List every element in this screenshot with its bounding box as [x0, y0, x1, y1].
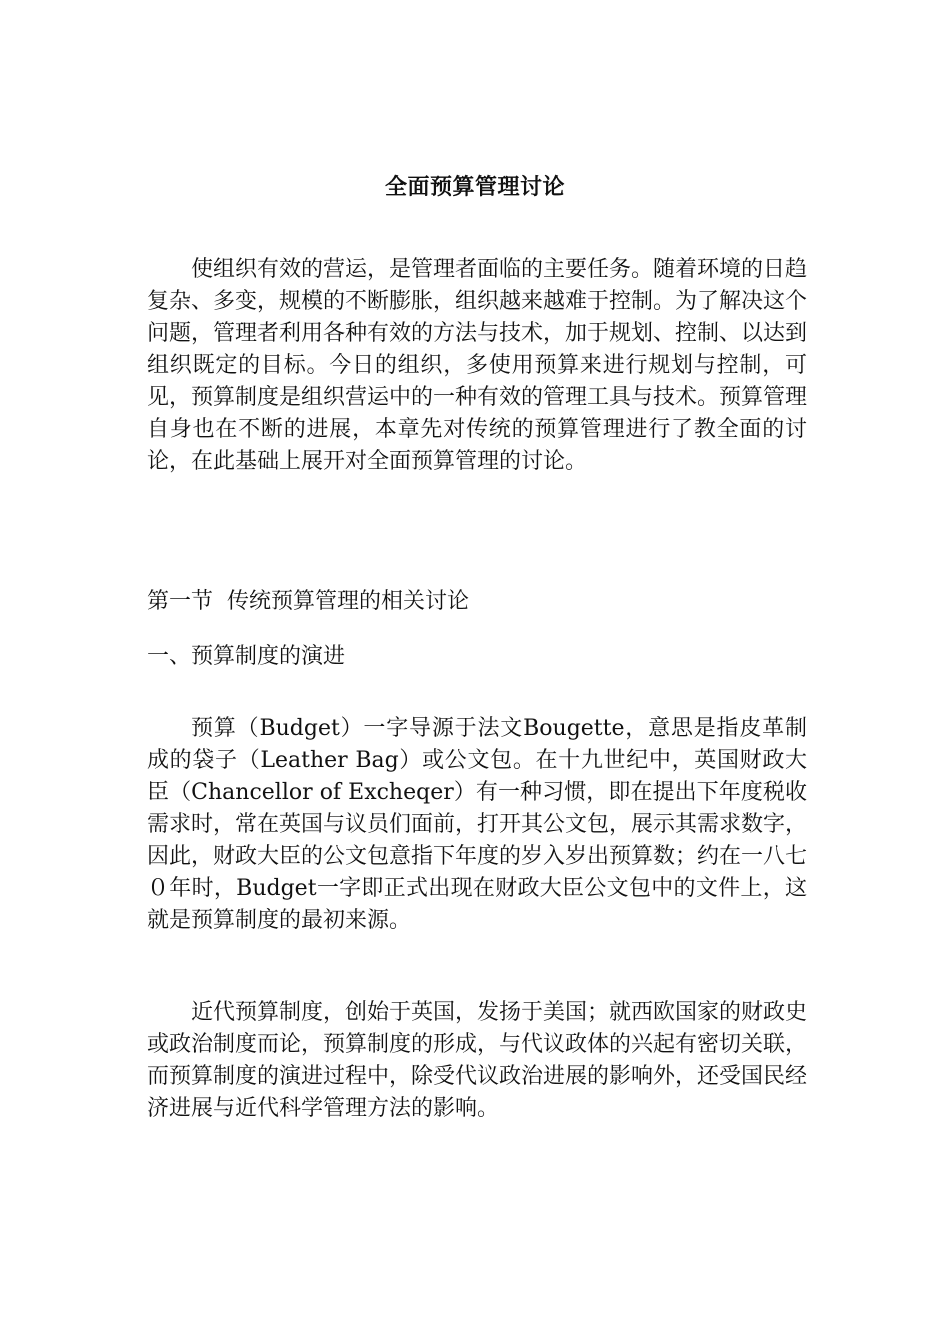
intro-paragraph: 使组织有效的营运，是管理者面临的主要任务。随着环境的日趋复杂、多变，规模的不断膨胀，组织越来越难于控制。为了解决这个问题，管理者利用各种有效的方法与技术，加于规划、控制、以达到组织既定的目标。今日的组织，多使用预算来进行规划与控制，可见，预算制度是组织营运中的一种有效的管理工具与技术。预算管理自身也在不断的进展，本章先对传统的预算管理进行了教全面的讨论，在此基础上展开对全面预算管理的讨论。: [147, 257, 808, 474]
budget-origin-paragraph: 预算（Budget）一字导源于法文Bougette，意思是指皮革制成的袋子（Leather Bag）或公文包。在十九世纪中，英国财政大臣（Chancellor of Excheqer）有一种习惯，即在提出下年度税收需求时，常在英国与议员们面前，打开其公文包，展示其需求数字，因此，财政大臣的公文包意指下年度的岁入岁出预算数；约在一八七０年时，Budget一字即正式出现在财政大臣公文包中的文件上，这就是预算制度的最初来源。: [147, 716, 808, 933]
document-title: 全面预算管理讨论: [384, 175, 565, 200]
subsection-heading: 一、预算制度的演进: [147, 644, 346, 669]
modern-budget-paragraph: 近代预算制度，创始于英国，发扬于美国；就西欧国家的财政史或政治制度而论，预算制度的形成，与代议政体的兴起有密切关联，而预算制度的演进过程中，除受代议政治进展的影响外，还受国民经济进展与近代科学管理方法的影响。: [147, 1000, 808, 1121]
section-heading: 第一节 传统预算管理的相关讨论: [147, 589, 469, 614]
